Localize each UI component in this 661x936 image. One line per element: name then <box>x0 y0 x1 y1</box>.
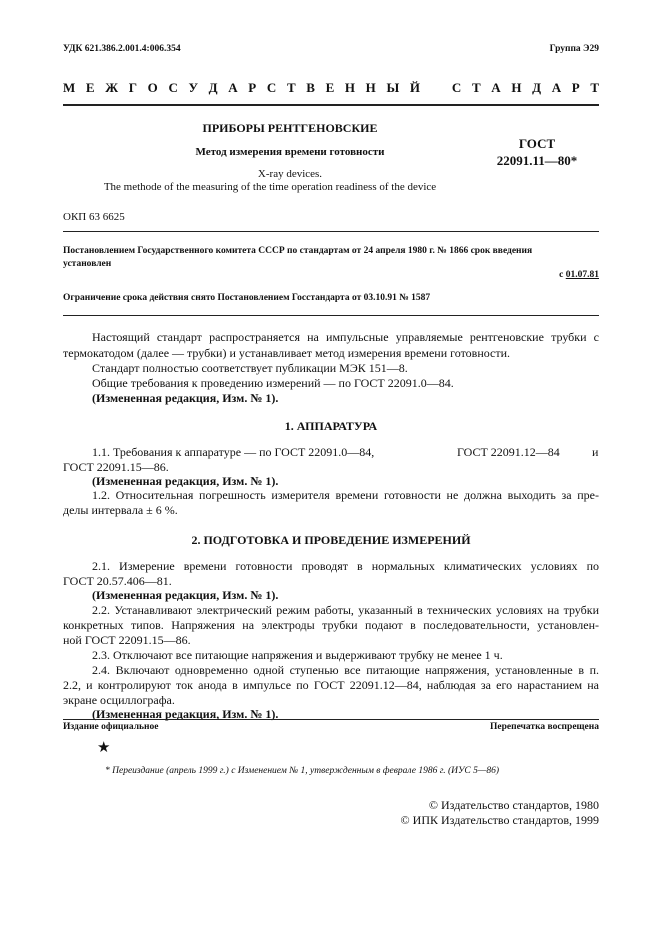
gost-label: ГОСТ <box>518 136 556 151</box>
effective-date-value: 01.07.81 <box>565 270 599 280</box>
interstate-standard-title-text: М Е Ж Г О С У Д А Р С Т В Е Н Н Ы Й С Т А Н Д А Р Т <box>63 80 599 95</box>
intro-paragraph-line2: термокатодом (далее — трубки) и устанавливает метод измерения времени готовности. <box>63 346 511 360</box>
footer-rule <box>63 719 599 720</box>
decree-rule <box>63 315 599 316</box>
section1-item1-part-a: 1.1. Требования к аппаратуре — по ГОСТ 22091.0—84, <box>92 445 375 459</box>
section2-item2-line1: 2.2. Устанавливают электрический режим работы, указанный в технических условиях на трубки <box>92 603 599 617</box>
section1-item1-part-b: ГОСТ 22091.12—84 <box>457 445 560 459</box>
intro-paragraph-line1: Настоящий стандарт распространяется на импульсные управляемые рентгеновские трубки с <box>92 330 599 344</box>
section1-heading: 1. АППАРАТУРА <box>284 419 378 433</box>
section2-item4-line1: 2.4. Включают одновременно одной ступенью все питающие напряжения, установленные в п. <box>92 663 599 677</box>
section2-item4-line2: 2.2, и контролируют ток анода в импульсе по ГОСТ 22091.12—84, наблюдая за его нарастанием на <box>63 678 599 692</box>
english-title-line2: The methode of the measuring of the time operation readiness of the device <box>103 181 437 193</box>
okp-rule <box>63 231 599 232</box>
section2-item4-change: (Измененная редакция, Изм. № 1). <box>92 707 279 721</box>
decree-line1: Постановлением Государственного комитета СССР по стандартам от 24 апреля 1980 г. № 1866 срок введения <box>63 246 533 256</box>
header-rule <box>63 104 599 106</box>
udk-code: УДК 621.386.2.001.4:006.354 <box>63 44 181 54</box>
gost-number: 22091.11—80* <box>496 153 578 168</box>
section1-item2-line1: 1.2. Относительная погрешность измерителя времени готовности не должна выходить за пре- <box>92 488 599 502</box>
intro-general-requirements: Общие требования к проведению измерений — по ГОСТ 22091.0—84. <box>92 376 454 390</box>
intro-change-note: (Измененная редакция, Изм. № 1). <box>92 391 279 405</box>
group-code: Группа Э29 <box>549 44 599 54</box>
section1-item1-change: (Измененная редакция, Изм. № 1). <box>92 474 279 488</box>
intro-iec-compliance: Стандарт полностью соответствует публикации МЭК 151—8. <box>92 361 408 375</box>
okp-code: ОКП 63 6625 <box>63 211 125 223</box>
section2-item1-change: (Измененная редакция, Изм. № 1). <box>92 588 279 602</box>
section2-item3: 2.3. Отключают все питающие напряжения и выдерживают трубку не менее 1 ч. <box>92 648 503 662</box>
section2-item1-line1: 2.1. Измерение времени готовности проводят в нормальных климатических условиях по <box>92 559 599 573</box>
interstate-standard-title <box>63 80 599 96</box>
effective-date <box>559 270 599 280</box>
section2-item2-line3: ной ГОСТ 22091.15—86. <box>63 633 191 647</box>
section2-item4-line3: экране осциллографа. <box>63 693 175 707</box>
reissue-note: * Переиздание (апрель 1999 г.) с Изменением № 1, утвержденным в феврале 1986 г. (ИУС 5—86) <box>105 766 500 776</box>
copyright-1980: © Издательство стандартов, 1980 <box>428 798 599 812</box>
star-icon: ★ <box>97 738 111 756</box>
reprint-prohibited-label: Перепечатка воспрещена <box>489 722 599 732</box>
section1-item2-line2: делы интервала ± 6 %. <box>63 503 178 517</box>
section2-item2-line2: конкретных типов. Напряжения на электроды трубки подают в последовательности, установлен- <box>63 618 599 632</box>
copyright-1999: © ИПК Издательство стандартов, 1999 <box>400 813 599 827</box>
section1-item1-part-c: и <box>592 445 599 459</box>
official-edition-label: Издание официальное <box>63 722 159 732</box>
section1-item1-line2: ГОСТ 22091.15—86. <box>63 460 169 474</box>
effective-date-prefix: с <box>559 270 564 280</box>
limit-removed-note: Ограничение срока действия снято Постановлением Госстандарта от 03.10.91 № 1587 <box>63 293 431 303</box>
english-title-line1: X-ray devices. <box>257 168 323 180</box>
decree-line2: установлен <box>63 259 112 269</box>
section2-heading: 2. ПОДГОТОВКА И ПРОВЕДЕНИЕ ИЗМЕРЕНИЙ <box>191 533 471 547</box>
document-subtitle: Метод измерения времени готовности <box>195 146 385 158</box>
document-title: ПРИБОРЫ РЕНТГЕНОВСКИЕ <box>202 121 378 135</box>
section2-item1-line2: ГОСТ 20.57.406—81. <box>63 574 172 588</box>
